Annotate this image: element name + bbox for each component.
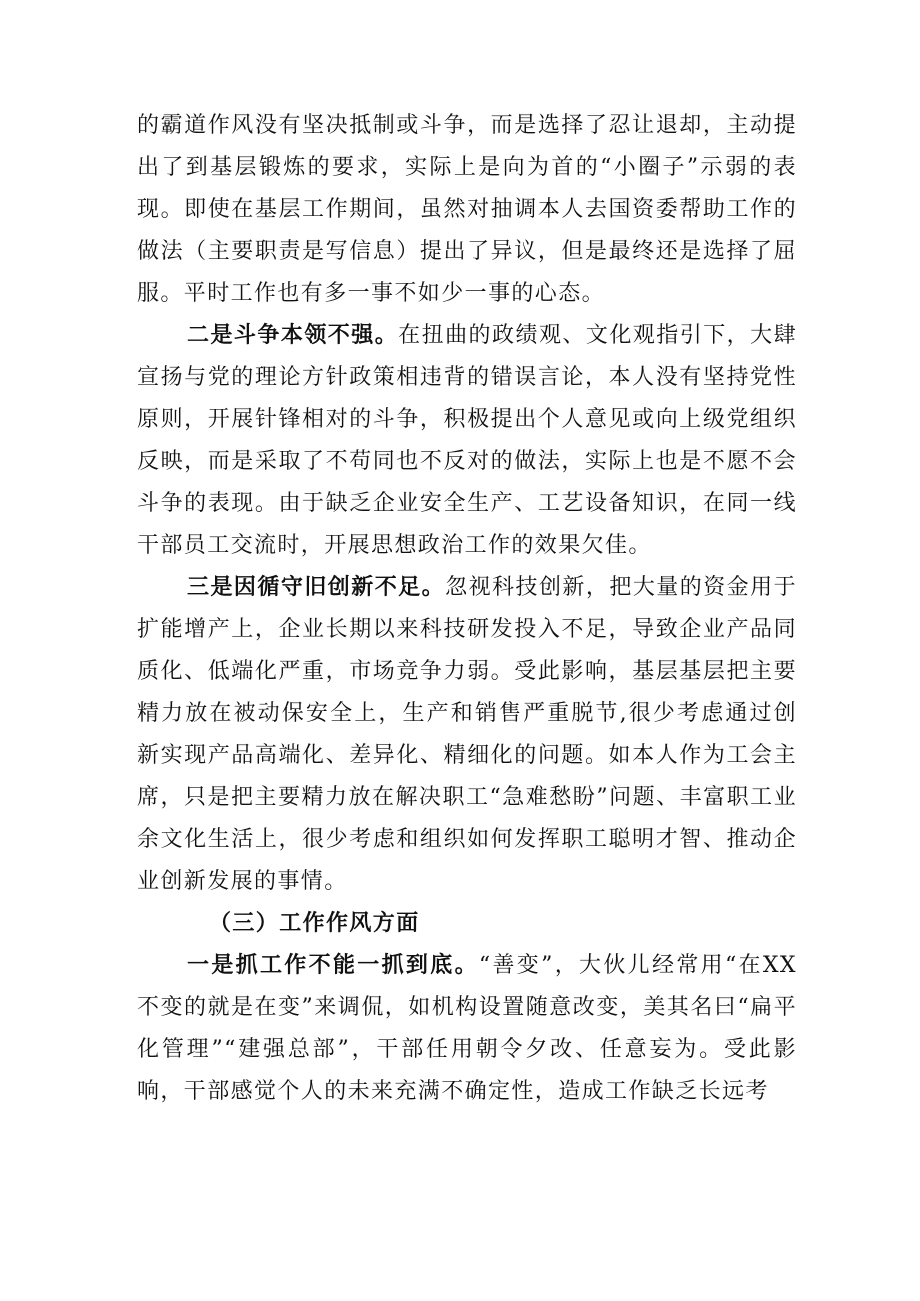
paragraph-continued bbox=[137, 105, 797, 315]
paragraph-struggle-ability bbox=[137, 315, 797, 567]
document-body bbox=[137, 105, 797, 1113]
paragraph-innovation bbox=[137, 567, 797, 903]
paragraph-text: 的霸道作风没有坚决抵制或斗争，而是选择了忍让退却，主动提出了到基层锻炼的要求，实际上是向为首的“小圈子”示弱的表现。即使在基层工作期间，虽然对抽调本人去国资委帮助工作的做法（主要职责是写信息）提出了异议，但是最终还是选择了屈服。平时工作也有多一事不如少一事的心态。 bbox=[137, 113, 797, 306]
paragraph-lead: 三是因循守旧创新不足。 bbox=[187, 575, 446, 600]
section-heading: （三）工作作风方面 bbox=[209, 911, 420, 936]
paragraph-text: 在扭曲的政绩观、文化观指引下，大肆宣扬与党的理论方针政策相违背的错误言论，本人没有坚持党性原则，开展针锋相对的斗争，积极提出个人意见或向上级党组织反映，而是采取了不苟同也不反对的做法，实际上也是不愿不会斗争的表现。由于缺乏企业安全生产、工艺设备知识，在同一线干部员工交流时，开展思想政治工作的效果欠佳。 bbox=[137, 323, 797, 558]
paragraph-lead: 二是斗争本领不强。 bbox=[187, 323, 399, 348]
paragraph-text: “善变”，大伙儿经常用“在XX不变的就是在变”来调侃，如机构设置随意改变，美其名曰“扁平化管理”“建强总部”，干部任用朝令夕改、任意妄为。受此影响，干部感觉个人的未来充满不确定性，造成工作缺乏长远考 bbox=[137, 953, 797, 1104]
paragraph-work-follow-through bbox=[137, 945, 797, 1113]
paragraph-text: 忽视科技创新，把大量的资金用于扩能增产上，企业长期以来科技研发投入不足，导致企业产品同质化、低端化严重，市场竞争力弱。受此影响，基层基层把主要精力放在被动保安全上，生产和销售严重脱节,很少考虑通过创新实现产品高端化、差异化、精细化的问题。如本人作为工会主席，只是把主要精力放在解决职工“急难愁盼”问题、丰富职工业余文化生活上，很少考虑和组织如何发挥职工聪明才智、推动企业创新发展的事情。 bbox=[137, 575, 797, 894]
paragraph-lead: 一是抓工作不能一抓到底。 bbox=[187, 953, 479, 978]
